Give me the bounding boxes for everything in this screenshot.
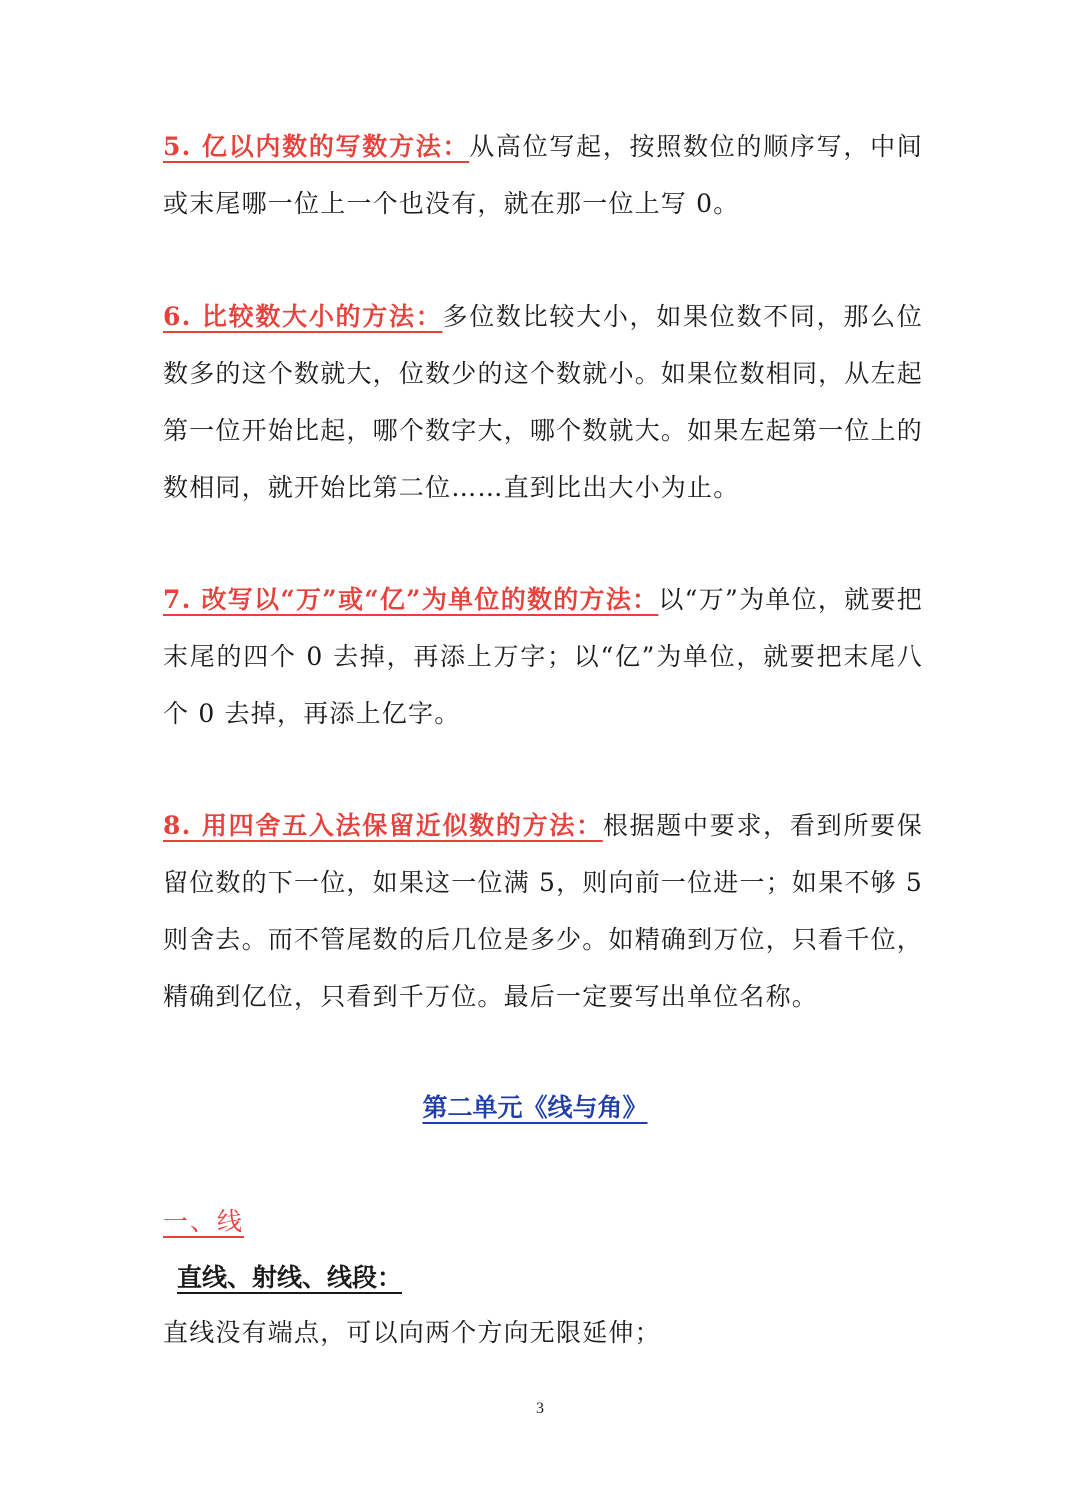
unit-title-text: 第二单元《线与角》 (422, 1093, 648, 1122)
sub-title-line-ray-segment: 直线、射线、线段： (177, 1263, 403, 1292)
section-5-body: 从高位写起，按照数位的顺序写，中间或末尾哪一位上一个也没有，就在那一位上写 0。 (163, 132, 923, 218)
section-7-body: 以“万”为单位，就要把末尾的四个 0 去掉，再添上万字；以“亿”为单位，就要把末尾八个 0 去掉，再添上亿字。 (163, 585, 923, 728)
section-8-heading: 8. 用四舍五入法保留近似数的方法： (163, 811, 603, 840)
section-title-lines: 一、线 (163, 1207, 245, 1236)
page-number: 3 (536, 1400, 544, 1417)
unit-title (0, 1088, 1080, 1128)
section-7-heading: 7. 改写以“万”或“亿”为单位的数的方法： (163, 585, 659, 614)
section-8-paragraph (163, 797, 923, 1025)
line-definition-text: 直线没有端点，可以向两个方向无限延伸； (163, 1318, 661, 1347)
section-5-paragraph (163, 118, 923, 232)
section-7-paragraph (163, 571, 923, 742)
section-8-body: 根据题中要求，看到所要保留位数的下一位，如果这一位满 5，则向前一位进一；如果不够 5 则舍去。而不管尾数的后几位是多少。如精确到万位，只看千位，精确到亿位，只看到千万位。最后一定要写出单位名称。 (163, 811, 923, 1011)
section-5-heading: 5. 亿以内数的写数方法： (163, 132, 470, 161)
section-6-paragraph (163, 288, 923, 516)
section-6-body: 多位数比较大小，如果位数不同，那么位数多的这个数就大，位数少的这个数就小。如果位数相同，从左起第一位开始比起，哪个数字大，哪个数就大。如果左起第一位上的数相同，就开始比第二位……直到比出大小为止。 (163, 302, 924, 502)
section-6-heading: 6. 比较数大小的方法： (163, 302, 443, 331)
